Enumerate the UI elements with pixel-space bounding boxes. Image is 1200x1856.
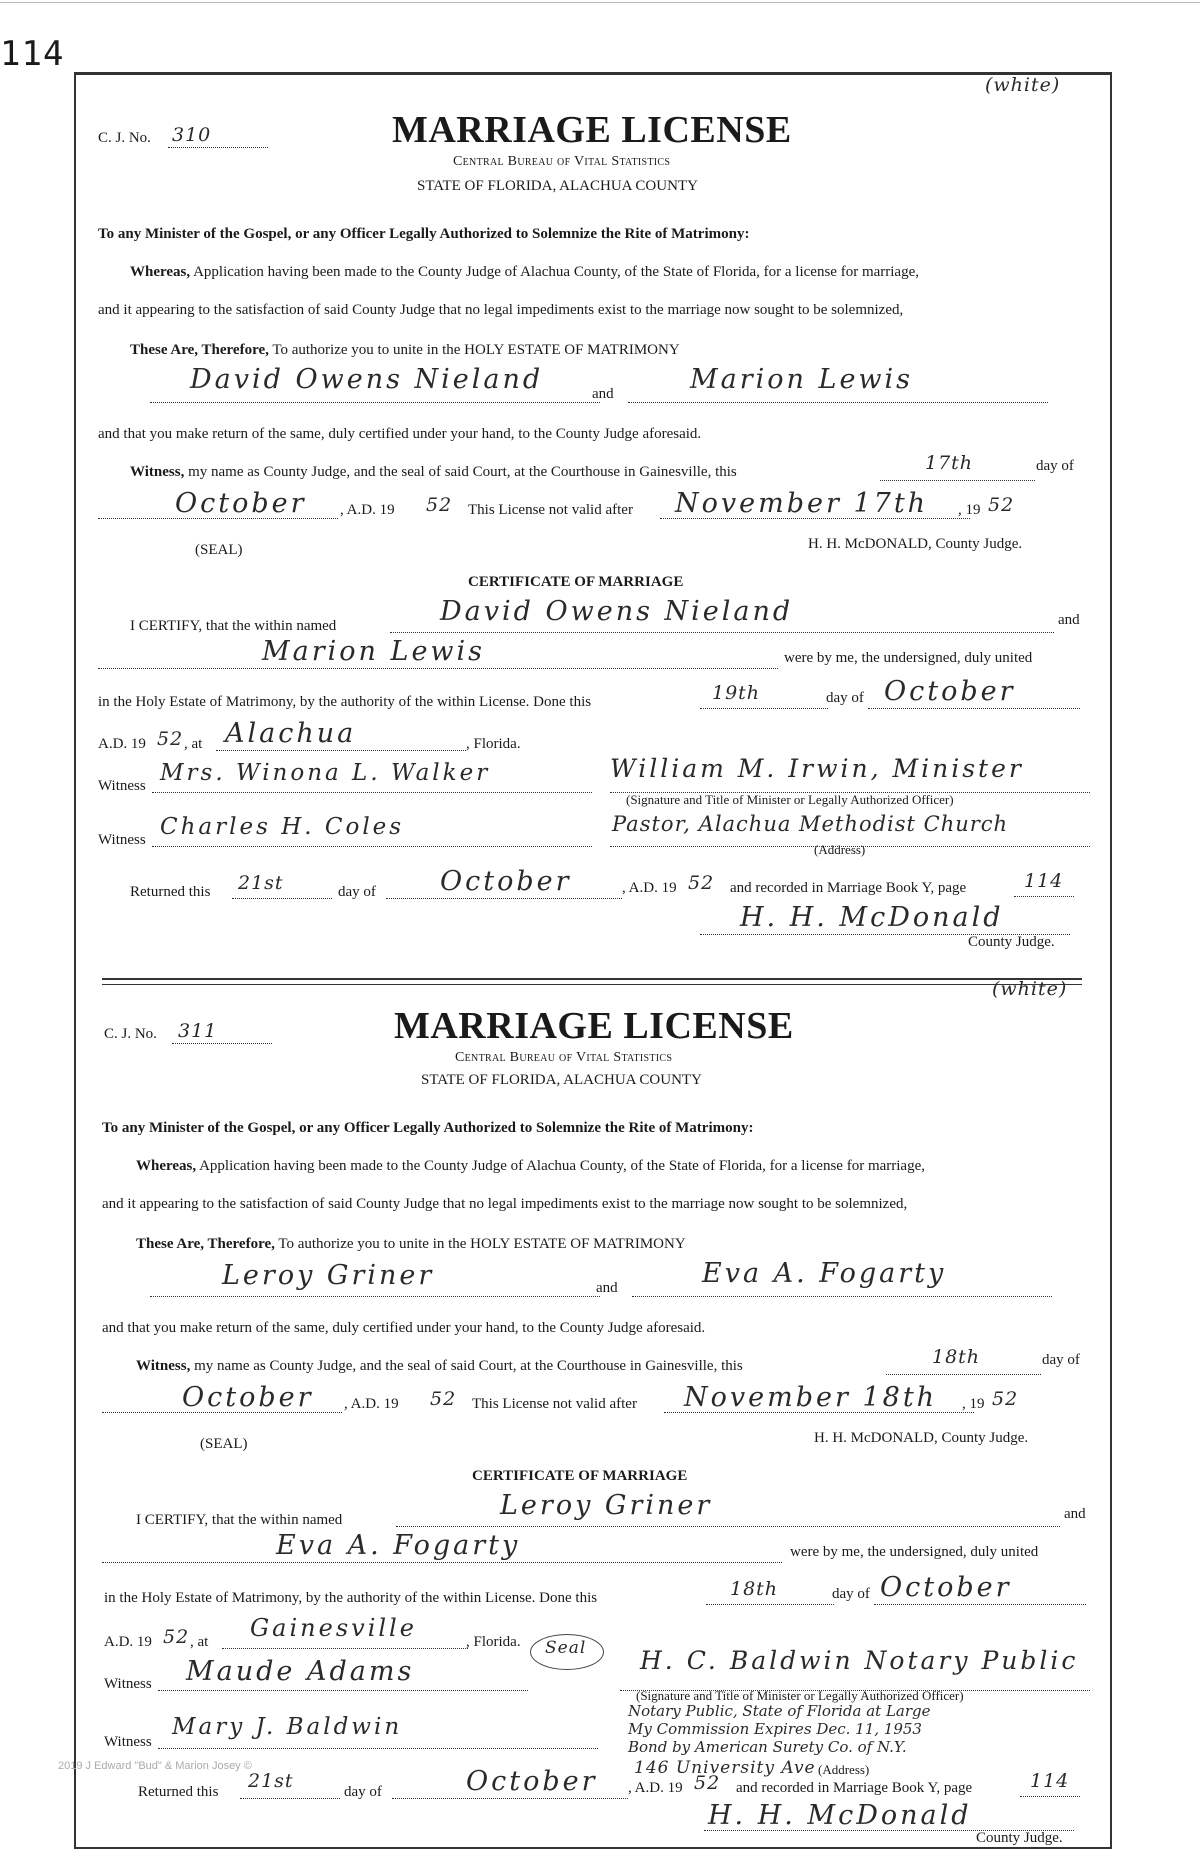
- judge-name: H. H. McDONALD, County Judge.: [814, 1430, 1029, 1446]
- returned-label: Returned this: [138, 1784, 219, 1800]
- cert-and-label: and: [1064, 1506, 1086, 1522]
- returned-day-of: day of: [338, 884, 376, 900]
- seal-label: (SEAL): [200, 1436, 248, 1452]
- sig-caption: (Signature and Title of Minister or Legally Authorized Officer): [626, 792, 954, 807]
- ceremony-year: 52: [157, 728, 184, 750]
- cert-groom-name: David Owens Nieland: [440, 596, 794, 627]
- officiant-address: 146 University Ave: [634, 1758, 816, 1778]
- returned-month: October: [466, 1766, 598, 1797]
- valid-until: November 18th: [684, 1382, 938, 1413]
- certificate-title: CERTIFICATE OF MARRIAGE: [468, 574, 684, 590]
- returned-ad: , A.D. 19: [628, 1780, 683, 1796]
- sig-caption: (Signature and Title of Minister or Legally Authorized Officer): [636, 1688, 964, 1703]
- recorded-label: and recorded in Marriage Book Y, page: [736, 1780, 973, 1796]
- valid-19-label: , 19: [962, 1396, 985, 1412]
- ad-label: , A.D. 19: [344, 1396, 399, 1412]
- ceremony-year: 52: [163, 1626, 190, 1648]
- day-of-label: day of: [1042, 1352, 1080, 1368]
- race-note: (white): [992, 978, 1068, 1000]
- address-caption: (Address): [818, 1762, 870, 1777]
- state-county: STATE OF FLORIDA, ALACHUA COUNTY: [417, 178, 698, 194]
- holy-estate-text: in the Holy Estate of Matrimony, by the authority of the within License. Done this: [104, 1590, 598, 1606]
- county-judge-label: County Judge.: [968, 934, 1055, 950]
- officiant-signature: William M. Irwin, Minister: [610, 754, 1024, 783]
- recorded-label: and recorded in Marriage Book Y, page: [730, 880, 967, 896]
- notary-note: Notary Public, State of Florida at Large: [628, 1702, 931, 1720]
- judge-name: H. H. McDONALD, County Judge.: [808, 536, 1023, 552]
- valid-until: November 17th: [675, 488, 929, 519]
- license-title: MARRIAGE LICENSE: [392, 109, 792, 151]
- notary-note: My Commission Expires Dec. 11, 1953: [628, 1720, 922, 1738]
- these-lead: These Are, Therefore,: [136, 1236, 275, 1252]
- scan-edge-line: [0, 2, 1200, 3]
- at-label: , at: [190, 1634, 209, 1650]
- issue-day: 17th: [925, 452, 974, 474]
- ceremony-day: 18th: [730, 1578, 779, 1600]
- state-county: STATE OF FLORIDA, ALACHUA COUNTY: [421, 1072, 702, 1088]
- valid-year: 52: [988, 494, 1015, 516]
- cj-no-value: 311: [178, 1020, 218, 1042]
- seal-label: (SEAL): [195, 542, 243, 558]
- cj-no-label: C. J. No.: [104, 1026, 157, 1042]
- address-caption: (Address): [814, 842, 866, 857]
- cj-no-label: C. J. No.: [98, 130, 151, 146]
- issue-month: October: [182, 1382, 314, 1413]
- witness1-name: Mrs. Winona L. Walker: [160, 760, 491, 786]
- notary-note: Bond by American Surety Co. of N.Y.: [628, 1738, 907, 1756]
- ad19-label: A.D. 19: [104, 1634, 152, 1650]
- cert-bride-name: Marion Lewis: [262, 636, 486, 667]
- returned-year: 52: [694, 1772, 721, 1794]
- returned-label: Returned this: [130, 884, 211, 900]
- cert-day-of-label: day of: [826, 690, 864, 706]
- issue-year: 52: [430, 1388, 457, 1410]
- license-divider: [102, 978, 1082, 985]
- officiant-address: Pastor, Alachua Methodist Church: [612, 812, 1009, 836]
- and-label: and: [596, 1280, 618, 1296]
- issue-day: 18th: [932, 1346, 981, 1368]
- ceremony-day: 19th: [712, 682, 761, 704]
- these-text: To authorize you to unite in the HOLY ESTATE OF MATRIMONY: [278, 1236, 686, 1252]
- ad19-label: A.D. 19: [98, 736, 146, 752]
- day-of-label: day of: [1036, 458, 1074, 474]
- valid-year: 52: [992, 1388, 1019, 1410]
- and-label: and: [592, 386, 614, 402]
- certify-text: I CERTIFY, that the within named: [136, 1512, 343, 1528]
- whereas-text: Application having been made to the County Judge of Alachua County, of the State of Florida, for a license for marriage,: [199, 1158, 925, 1174]
- witness2-label: Witness: [104, 1734, 152, 1750]
- appearing-text: and it appearing to the satisfaction of said County Judge that no legal impediments exist to the marriage now sought to be solemnized,: [102, 1196, 908, 1212]
- witness-text: my name as County Judge, and the seal of said Court, at the Courthouse in Gainesville, this: [194, 1358, 743, 1374]
- these-text: To authorize you to unite in the HOLY ESTATE OF MATRIMONY: [272, 342, 680, 358]
- bureau-subtitle: Central Bureau of Vital Statistics: [453, 154, 671, 169]
- whereas-lead: Whereas,: [130, 264, 191, 280]
- bride-name: Marion Lewis: [690, 364, 914, 395]
- certificate-title: CERTIFICATE OF MARRIAGE: [472, 1468, 688, 1484]
- witness1-label: Witness: [98, 778, 146, 794]
- at-label: , at: [184, 736, 203, 752]
- ceremony-place: Gainesville: [250, 1614, 417, 1642]
- whereas-text: Application having been made to the County Judge of Alachua County, of the State of Florida, for a license for marriage,: [193, 264, 919, 280]
- witness2-name: Mary J. Baldwin: [172, 1714, 403, 1740]
- not-valid-label: This License not valid after: [468, 502, 633, 518]
- returned-day: 21st: [248, 1770, 294, 1792]
- address-line: To any Minister of the Gospel, or any Officer Legally Authorized to Solemnize the Rite of Matrimony:: [98, 226, 750, 242]
- race-note: (white): [985, 74, 1061, 96]
- record-page: 114: [1024, 870, 1064, 892]
- cert-day-of-label: day of: [832, 1586, 870, 1602]
- officiant-signature: H. C. Baldwin Notary Public: [640, 1646, 1079, 1675]
- cert-bride-name: Eva A. Fogarty: [276, 1530, 521, 1561]
- witness2-label: Witness: [98, 832, 146, 848]
- record-page: 114: [1030, 1770, 1070, 1792]
- county-judge-label: County Judge.: [976, 1830, 1063, 1846]
- groom-name: Leroy Griner: [222, 1260, 435, 1291]
- witness-lead: Witness,: [130, 464, 185, 480]
- returned-day-of: day of: [344, 1784, 382, 1800]
- bureau-subtitle: Central Bureau of Vital Statistics: [455, 1050, 673, 1065]
- were-by-me: were by me, the undersigned, duly united: [784, 650, 1033, 666]
- cert-and-label: and: [1058, 612, 1080, 628]
- ad-label: , A.D. 19: [340, 502, 395, 518]
- ceremony-month: October: [884, 676, 1016, 707]
- florida-label: , Florida.: [466, 736, 521, 752]
- copyright-watermark: 2019 J Edward "Bud" & Marion Josey ©: [58, 1760, 252, 1772]
- issue-year: 52: [426, 494, 453, 516]
- seal-stamp-text: Seal: [545, 1638, 587, 1658]
- ceremony-month: October: [880, 1572, 1012, 1603]
- florida-label: , Florida.: [466, 1634, 521, 1650]
- ceremony-place: Alachua: [225, 718, 357, 749]
- judge-signature: H. H. McDonald: [740, 902, 1004, 933]
- witness1-label: Witness: [104, 1676, 152, 1692]
- judge-signature: H. H. McDonald: [708, 1800, 972, 1831]
- returned-year: 52: [688, 872, 715, 894]
- witness-lead: Witness,: [136, 1358, 191, 1374]
- returned-day: 21st: [238, 872, 284, 894]
- these-lead: These Are, Therefore,: [130, 342, 269, 358]
- page-number: 114: [0, 34, 65, 74]
- appearing-text: and it appearing to the satisfaction of said County Judge that no legal impediments exist to the marriage now sought to be solemnized,: [98, 302, 904, 318]
- valid-19-label: , 19: [958, 502, 981, 518]
- cj-no-value: 310: [172, 124, 212, 146]
- witness-text: my name as County Judge, and the seal of said Court, at the Courthouse in Gainesville, this: [188, 464, 737, 480]
- were-by-me: were by me, the undersigned, duly united: [790, 1544, 1039, 1560]
- return-text: and that you make return of the same, duly certified under your hand, to the County Judge aforesaid.: [98, 426, 702, 442]
- witness1-name: Maude Adams: [186, 1656, 415, 1687]
- address-line: To any Minister of the Gospel, or any Officer Legally Authorized to Solemnize the Rite of Matrimony:: [102, 1120, 754, 1136]
- return-text: and that you make return of the same, duly certified under your hand, to the County Judge aforesaid.: [102, 1320, 706, 1336]
- groom-name: David Owens Nieland: [190, 364, 544, 395]
- not-valid-label: This License not valid after: [472, 1396, 637, 1412]
- returned-month: October: [440, 866, 572, 897]
- whereas-lead: Whereas,: [136, 1158, 197, 1174]
- certify-text: I CERTIFY, that the within named: [130, 618, 337, 634]
- cert-groom-name: Leroy Griner: [500, 1490, 713, 1521]
- holy-estate-text: in the Holy Estate of Matrimony, by the authority of the within License. Done this: [98, 694, 592, 710]
- issue-month: October: [175, 488, 307, 519]
- license-title: MARRIAGE LICENSE: [394, 1005, 794, 1047]
- returned-ad: , A.D. 19: [622, 880, 677, 896]
- witness2-name: Charles H. Coles: [160, 814, 405, 840]
- bride-name: Eva A. Fogarty: [702, 1258, 947, 1289]
